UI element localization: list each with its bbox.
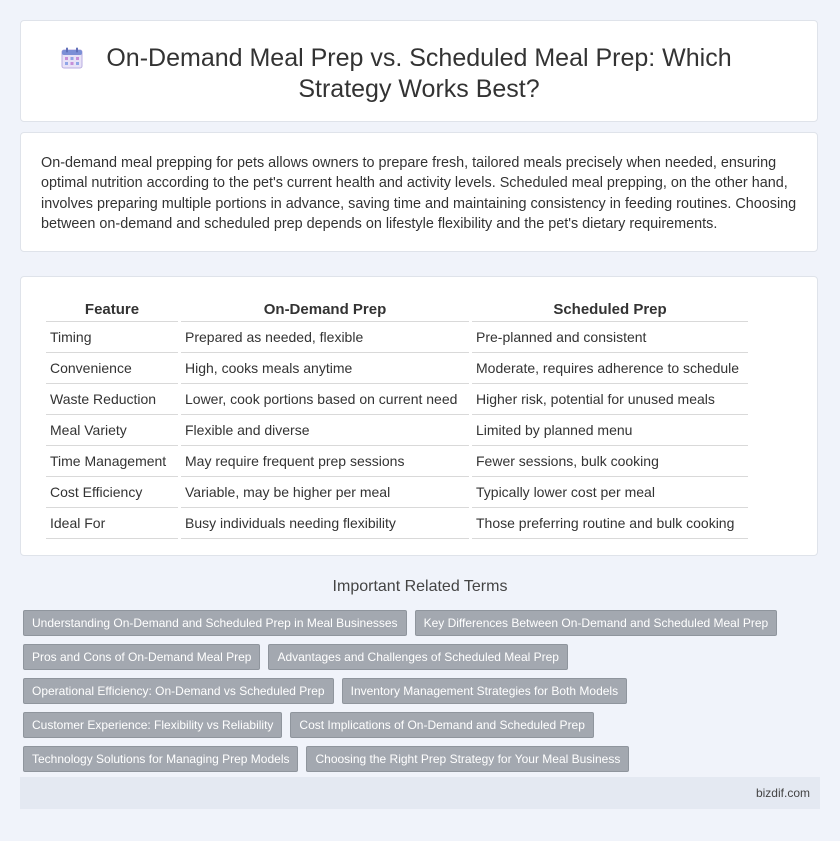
related-term-link[interactable]: Choosing the Right Prep Strategy for Your Meal Business	[306, 746, 629, 772]
table-cell: Variable, may be higher per meal	[181, 477, 469, 508]
table-cell: Lower, cook portions based on current need	[181, 384, 469, 415]
table-cell: Waste Reduction	[46, 384, 178, 415]
table-cell: Typically lower cost per meal	[472, 477, 748, 508]
table-row	[46, 477, 748, 508]
comparison-table	[43, 295, 751, 539]
related-term-link[interactable]: Technology Solutions for Managing Prep Models	[23, 746, 298, 772]
site-link[interactable]: bizdif.com	[755, 786, 810, 800]
table-cell: Fewer sessions, bulk cooking	[472, 446, 748, 477]
table-cell: Ideal For	[46, 508, 178, 539]
table-cell: Moderate, requires adherence to schedule	[472, 353, 748, 384]
table-cell: Time Management	[46, 446, 178, 477]
footer	[20, 777, 820, 809]
title-card	[20, 20, 818, 122]
table-cell: Meal Variety	[46, 415, 178, 446]
related-terms-list	[23, 610, 783, 780]
related-term-link[interactable]: Inventory Management Strategies for Both Models	[342, 678, 627, 704]
related-term-link[interactable]: Pros and Cons of On-Demand Meal Prep	[23, 644, 260, 670]
related-term-link[interactable]: Advantages and Challenges of Scheduled Meal Prep	[268, 644, 568, 670]
table-row	[46, 353, 748, 384]
comparison-card	[20, 276, 818, 556]
related-term-link[interactable]: Customer Experience: Flexibility vs Reliability	[23, 712, 282, 738]
tag-row	[23, 746, 783, 772]
related-terms-heading: Important Related Terms	[332, 578, 508, 595]
table-cell: Cost Efficiency	[46, 477, 178, 508]
table-cell: Convenience	[46, 353, 178, 384]
table-cell: Prepared as needed, flexible	[181, 322, 469, 353]
tag-row	[23, 610, 783, 636]
table-cell: Timing	[46, 322, 178, 353]
intro-paragraph: On-demand meal prepping for pets allows owners to prepare fresh, tailored meals precisely when needed, ensuring optimal nutrition according to the pet's current health and activity levels. Scheduled meal prepping, on the other hand, involves preparing multiple portions in advance, saving time and maintaining consistency in feeding routines. Choosing between on-demand and scheduled prep depends on lifestyle flexibility and the pet's dietary requirements.	[41, 155, 797, 232]
related-term-link[interactable]: Operational Efficiency: On-Demand vs Scheduled Prep	[23, 678, 334, 704]
related-term-link[interactable]: Cost Implications of On-Demand and Scheduled Prep	[290, 712, 594, 738]
table-cell: Busy individuals needing flexibility	[181, 508, 469, 539]
table-cell: Flexible and diverse	[181, 415, 469, 446]
table-cell: Those preferring routine and bulk cooking	[472, 508, 748, 539]
related-term-link[interactable]: Key Differences Between On-Demand and Scheduled Meal Prep	[415, 610, 778, 636]
table-cell: High, cooks meals anytime	[181, 353, 469, 384]
table-cell: Limited by planned menu	[472, 415, 748, 446]
table-cell: May require frequent prep sessions	[181, 446, 469, 477]
intro-card	[20, 132, 818, 252]
tag-row	[23, 644, 783, 670]
table-row	[46, 322, 748, 353]
table-header-row	[46, 295, 748, 322]
table-row	[46, 446, 748, 477]
related-term-link[interactable]: Understanding On-Demand and Scheduled Prep in Meal Businesses	[23, 610, 407, 636]
table-cell: Higher risk, potential for unused meals	[472, 384, 748, 415]
table-row	[46, 384, 748, 415]
table-row	[46, 415, 748, 446]
table-cell: Pre-planned and consistent	[472, 322, 748, 353]
column-header-feature: Feature	[46, 295, 178, 322]
tag-row	[23, 678, 783, 704]
column-header-scheduled: Scheduled Prep	[472, 295, 748, 322]
table-row	[46, 508, 748, 539]
page-title: On-Demand Meal Prep vs. Scheduled Meal Prep: Which Strategy Works Best?	[106, 44, 732, 103]
tag-row	[23, 712, 783, 738]
column-header-on-demand: On-Demand Prep	[181, 295, 469, 322]
